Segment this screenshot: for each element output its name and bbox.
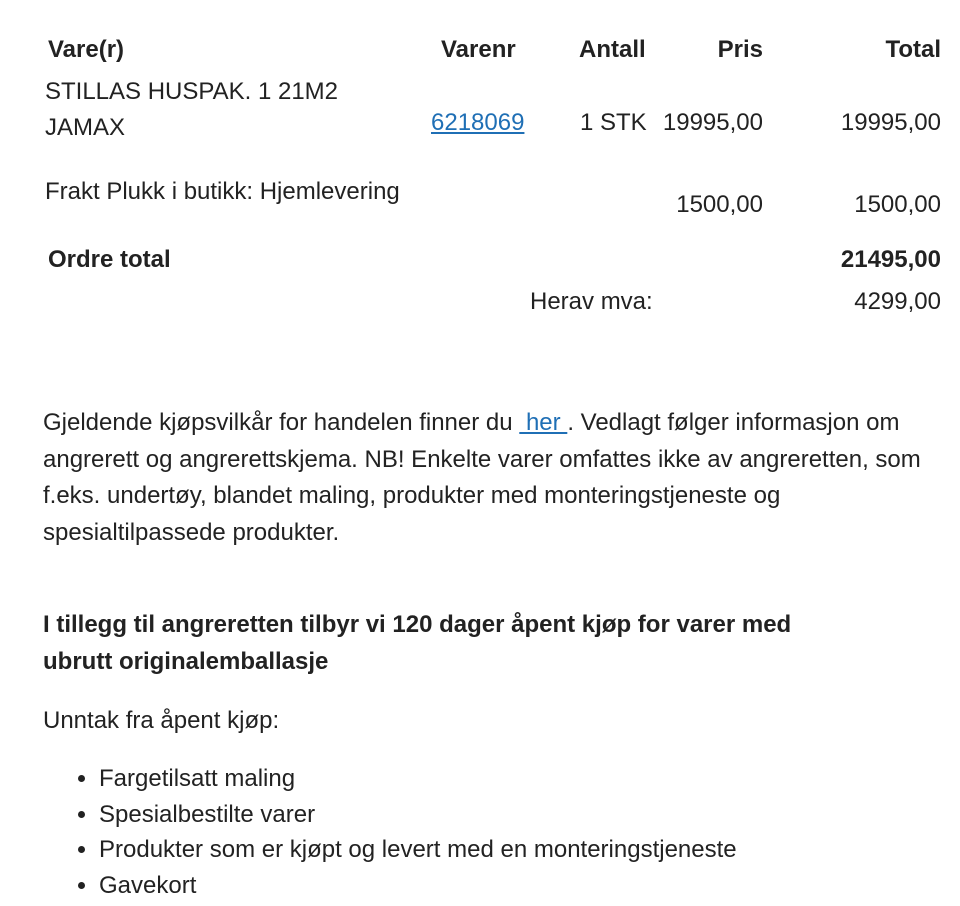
shipping-label: Frakt Plukk i butikk: Hjemlevering bbox=[45, 178, 400, 205]
column-header-price: Pris bbox=[717, 36, 763, 63]
vat-label: Herav mva: bbox=[530, 288, 653, 315]
order-total-value: 21495,00 bbox=[840, 246, 941, 273]
list-item: • Fargetilsatt maling bbox=[99, 761, 737, 797]
column-header-total: Total bbox=[885, 36, 941, 63]
product-quantity: 1 STK bbox=[580, 109, 647, 136]
exceptions-label: Unntak fra åpent kjøp: bbox=[43, 707, 280, 734]
column-header-item-number: Varenr bbox=[441, 36, 516, 63]
shipping-total: 1500,00 bbox=[854, 191, 941, 218]
list-item: • Gavekort bbox=[99, 868, 737, 904]
product-item-number-link[interactable]: 6218069 bbox=[431, 109, 525, 136]
terms-paragraph bbox=[43, 405, 943, 551]
product-price: 19995,00 bbox=[662, 109, 763, 136]
terms-link[interactable]: her bbox=[519, 409, 568, 436]
open-purchase-heading: I tillegg til angreretten tilbyr vi 120 dager åpent kjøp for varer med ubrutt originalemballasje bbox=[43, 611, 792, 675]
vat-value: 4299,00 bbox=[854, 288, 941, 315]
exceptions-list bbox=[43, 761, 737, 903]
column-header-item: Vare(r) bbox=[48, 36, 125, 63]
terms-text-after-link: . Vedlagt følger informasjon om angrerett og angrerettskjema. NB! Enkelte varer omfattes ikke av angreretten, som f.eks. undertøy, blandet maling, produkter med monteringstjeneste og spesialtilpassede produkter. bbox=[43, 409, 921, 546]
product-total: 19995,00 bbox=[840, 109, 941, 136]
terms-text-before-link: Gjeldende kjøpsvilkår for handelen finner du bbox=[43, 409, 520, 436]
order-total-label: Ordre total bbox=[48, 246, 171, 273]
shipping-price: 1500,00 bbox=[676, 191, 763, 218]
column-header-quantity: Antall bbox=[579, 36, 646, 63]
list-item: • Spesialbestilte varer bbox=[99, 797, 737, 833]
product-name-line2: JAMAX bbox=[45, 114, 126, 141]
list-item: • Produkter som er kjøpt og levert med en monteringstjeneste bbox=[99, 832, 737, 868]
product-name-line1: STILLAS HUSPAK. 1 21M2 bbox=[45, 78, 339, 105]
